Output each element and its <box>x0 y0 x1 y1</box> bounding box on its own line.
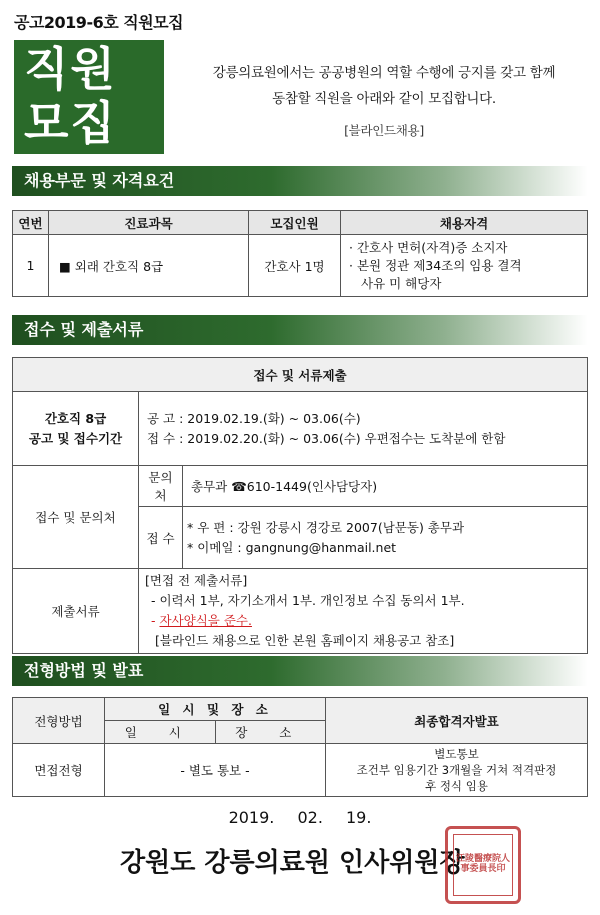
table-row <box>13 744 588 797</box>
period-values <box>139 392 588 466</box>
selection-table <box>12 697 588 797</box>
period-label-line-1: 간호직 8급 <box>44 410 107 426</box>
inquiry-row <box>13 466 588 507</box>
header-qualification: 채용자격 <box>341 211 588 235</box>
issuer-name: 강원도 강릉의료원 인사위원장 <box>120 848 465 878</box>
final-line-3: 후 정식 임용 <box>425 779 488 793</box>
row-number: 1 <box>13 235 49 297</box>
intro-text <box>180 60 588 144</box>
date-subheader: 일 시 <box>105 721 216 744</box>
qualification-line-3: 사유 미 해당자 <box>361 275 442 291</box>
section-title-submission: 접수 및 제출서류 <box>12 315 588 345</box>
logo-line-2: 모집 <box>24 96 117 150</box>
own-form-notice: 자사양식을 준수. <box>159 613 252 628</box>
submission-table <box>12 357 588 654</box>
post-address: * 우 편 : 강원 강릉시 경강로 2007(남문동) 총무과 <box>187 519 465 535</box>
notice-date: 2019. 02. 19. <box>228 808 372 827</box>
blind-recruitment-label: [블라인드채용] <box>344 123 424 138</box>
final-line-1: 별도통보 <box>434 747 479 761</box>
inquiry-label: 문의처 <box>139 466 183 507</box>
table-row <box>13 235 588 297</box>
positions-header-row <box>13 211 588 235</box>
header-field: 진료과목 <box>49 211 249 235</box>
positions-table <box>12 210 588 297</box>
qualification-line-2: · 본원 정관 제34조의 임용 결격 <box>349 257 522 273</box>
documents-values <box>139 569 588 654</box>
logo-line-1: 직원 <box>24 42 117 96</box>
documents-item-2 <box>145 611 583 631</box>
receipt-label: 접 수 <box>139 507 183 569</box>
section-title-selection: 전형방법 및 발표 <box>12 656 588 686</box>
section-title-positions: 채용부문 및 자격요건 <box>12 166 588 196</box>
datetime-value: - 별도 통보 - <box>105 744 326 797</box>
submission-table-title: 접수 및 서류제출 <box>13 358 588 392</box>
intro-line-1: 강릉의료원에서는 공공병원의 역할 수행에 긍지를 갖고 함께 <box>212 65 556 81</box>
email-address: * 이메일 : gangnung@hanmail.net <box>187 539 397 555</box>
period-row <box>13 392 588 466</box>
submission-title-row <box>13 358 588 392</box>
recruitment-logo <box>14 40 164 154</box>
intro-line-2: 동참할 직원을 아래와 같이 모집합니다. <box>272 91 496 107</box>
qualification-line-1: · 간호사 면허(자격)증 소지자 <box>349 239 508 255</box>
receipt-period: 접 수 : 2019.02.20.(화) ~ 03.06(수) 우편접수는 도착분에 한함 <box>147 430 506 446</box>
row-count: 간호사 1명 <box>249 235 341 297</box>
final-header: 최종합격자발표 <box>326 698 588 744</box>
method-value: 면접전형 <box>13 744 105 797</box>
header-count: 모집인원 <box>249 211 341 235</box>
place-subheader: 장 소 <box>215 721 326 744</box>
documents-heading: [면접 전 제출서류] <box>145 573 248 588</box>
row-field: ■ 외래 간호직 8급 <box>49 235 249 297</box>
datetime-header: 일 시 및 장 소 <box>105 698 326 721</box>
documents-item-2-prefix: - <box>151 613 160 628</box>
inquiry-value: 총무과 ☎610-1449(인사담당자) <box>183 466 588 507</box>
row-qualification <box>341 235 588 297</box>
notice-period: 공 고 : 2019.02.19.(화) ~ 03.06(수) <box>147 410 361 426</box>
documents-item-1: - 이력서 1부, 자기소개서 1부. 개인정보 수집 동의서 1부. <box>151 593 465 608</box>
period-label <box>13 392 139 466</box>
final-line-2: 조건부 임용기간 3개월을 거쳐 적격판정 <box>356 763 557 777</box>
period-label-line-2: 공고 및 접수기간 <box>28 430 123 446</box>
documents-label: 제출서류 <box>13 569 139 654</box>
documents-row <box>13 569 588 654</box>
method-header: 전형방법 <box>13 698 105 744</box>
header-number: 연번 <box>13 211 49 235</box>
final-value <box>326 744 588 797</box>
official-seal-text: 江陵醫療院人事委員長印 <box>453 834 513 896</box>
selection-header-row-1 <box>13 698 588 721</box>
official-seal <box>445 826 521 904</box>
contact-label: 접수 및 문의처 <box>13 466 139 569</box>
documents-item-3: [블라인드 채용으로 인한 본원 홈페이지 채용공고 참조] <box>155 633 455 648</box>
notice-number: 공고2019-6호 직원모집 <box>14 13 184 32</box>
receipt-values <box>183 507 588 569</box>
